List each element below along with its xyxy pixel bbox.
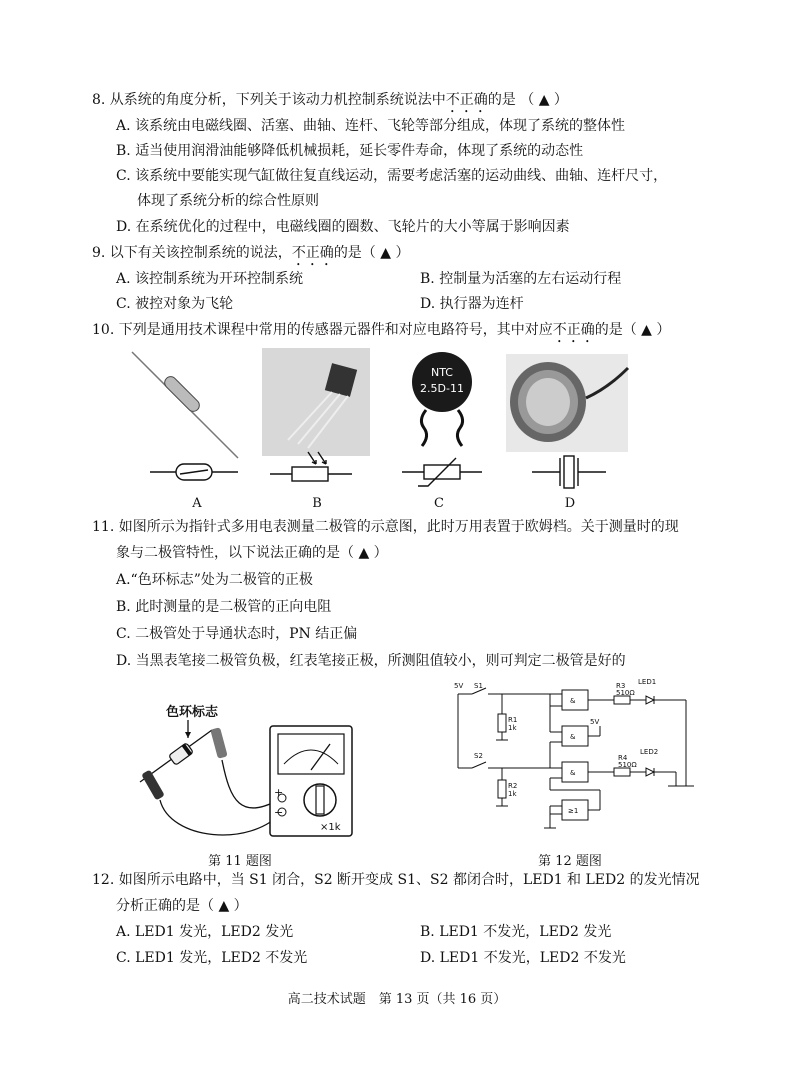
multimeter-icon xyxy=(270,726,352,836)
q11-caption: 第 11 题图 xyxy=(208,854,272,869)
q9-option-b: B. 控制量为活塞的左右运动行程 xyxy=(420,271,622,287)
ntc-label-2: 2.5D-11 xyxy=(420,382,464,395)
q12-stem-line1: 12. 如图所示电路中，当 S1 闭合，S2 断开变成 S1、S2 都闭合时，LED1 和 LED2 的发光情况 xyxy=(92,872,700,888)
reed-switch-photo xyxy=(132,352,238,458)
and-gate-1-label: & xyxy=(570,697,576,705)
q9-option-a: A. 该控制系统为开环控制系统 xyxy=(116,271,304,287)
q12-option-c: C. LED1 发光，LED2 不发光 xyxy=(116,950,308,966)
q12-caption: 第 12 题图 xyxy=(538,854,602,869)
color-band-label: 色环标志 xyxy=(166,705,219,720)
ntc-label-1: NTC xyxy=(431,366,453,379)
r4-label: R4 xyxy=(618,754,628,762)
q11-stem-line2: 象与二极管特性，以下说法正确的是（ ▲ ） xyxy=(116,545,388,561)
ultrasonic-sensor-photo xyxy=(506,354,628,452)
r2-label: R2 xyxy=(508,782,518,790)
q12-option-d: D. LED1 不发光，LED2 不发光 xyxy=(420,950,626,966)
q8-stem: 8. 从系统的角度分析，下列关于该动力机控制系统说法中不正确的是 （ ▲ ） xyxy=(92,92,568,108)
r3-value: 510Ω xyxy=(616,689,635,697)
q12-stem-line2: 分析正确的是（ ▲ ） xyxy=(116,898,248,914)
s2-label: S2 xyxy=(474,752,483,760)
and-gate-3-label: & xyxy=(570,769,576,777)
r1-value: 1k xyxy=(508,724,517,732)
q11-option-c: C. 二极管处于导通状态时，PN 结正偏 xyxy=(116,626,358,642)
q10-label-a: A xyxy=(192,496,202,511)
q8-option-b: B. 适当使用润滑油能够降低机械损耗，延长零件寿命，体现了系统的动态性 xyxy=(116,143,584,159)
r1-label: R1 xyxy=(508,716,518,724)
q11-figure xyxy=(130,700,370,850)
meter-minus-label: − xyxy=(274,806,284,819)
photoresistor-symbol xyxy=(270,452,352,481)
ntc-thermistor-photo xyxy=(412,352,472,446)
q10-label-c: C xyxy=(434,496,444,511)
q10-label-d: D xyxy=(564,496,576,511)
q11-option-a: A.“色环标志”处为二极管的正极 xyxy=(116,572,313,588)
q11-option-b: B. 此时测量的是二极管的正向电阻 xyxy=(116,599,332,615)
led1-label: LED1 xyxy=(638,678,657,686)
meter-plus-label: + xyxy=(274,786,284,799)
q10-stem: 10. 下列是通用技术课程中常用的传感器元器件和对应电路符号，其中对应不正确的是（ ▲ ） xyxy=(92,322,671,338)
s1-label: S1 xyxy=(474,682,483,690)
probe-red xyxy=(210,727,227,759)
r3-label: R3 xyxy=(616,682,626,690)
q10-figure xyxy=(120,340,640,520)
r2-value: 1k xyxy=(508,790,517,798)
q9-stem: 9. 以下有关该控制系统的说法，不正确的是（ ▲ ） xyxy=(92,245,410,261)
crystal-symbol xyxy=(532,456,606,488)
q11-option-d: D. 当黑表笔接二极管负极，红表笔接正极，所测阻值较小，则可判定二极管是好的 xyxy=(116,653,626,669)
vcc2-label: 5V xyxy=(590,718,600,726)
r4-value: 510Ω xyxy=(618,761,637,769)
q8-option-a: A. 该系统由电磁线圈、活塞、曲轴、连杆、飞轮等部分组成，体现了系统的整体性 xyxy=(116,118,626,134)
q8-option-c-line1: C. 该系统中要能实现气缸做往复直线运动，需要考虑活塞的运动曲线、曲轴、连杆尺寸， xyxy=(116,168,668,184)
q12-option-a: A. LED1 发光，LED2 发光 xyxy=(116,924,294,940)
reed-switch-symbol xyxy=(150,464,238,480)
thermistor-symbol xyxy=(402,458,482,486)
or-gate-label: ≥1 xyxy=(568,807,579,815)
photoresistor-photo xyxy=(262,348,370,456)
q9-option-c: C. 被控对象为飞轮 xyxy=(116,296,234,312)
q8-option-d: D. 在系统优化的过程中，电磁线圈的圈数、飞轮片的大小等属于影响因素 xyxy=(116,219,570,235)
probe-black xyxy=(141,770,165,801)
page-footer: 高二技术试题 第 13 页（共 16 页） xyxy=(287,992,507,1007)
q12-option-b: B. LED1 不发光，LED2 发光 xyxy=(420,924,612,940)
meter-range-label: ×1k xyxy=(320,822,341,833)
q11-stem-line1: 11. 如图所示为指针式多用电表测量二极管的示意图，此时万用表置于欧姆档。关于测量时的现 xyxy=(92,519,679,535)
q12-figure xyxy=(450,676,700,852)
q9-option-d: D. 执行器为连杆 xyxy=(420,296,524,312)
q8-option-c-line2: 体现了系统分析的综合性原则 xyxy=(137,193,319,209)
and-gate-2-label: & xyxy=(570,733,576,741)
vcc-label: 5V xyxy=(454,682,464,690)
q10-label-b: B xyxy=(312,496,322,511)
led2-label: LED2 xyxy=(640,748,659,756)
